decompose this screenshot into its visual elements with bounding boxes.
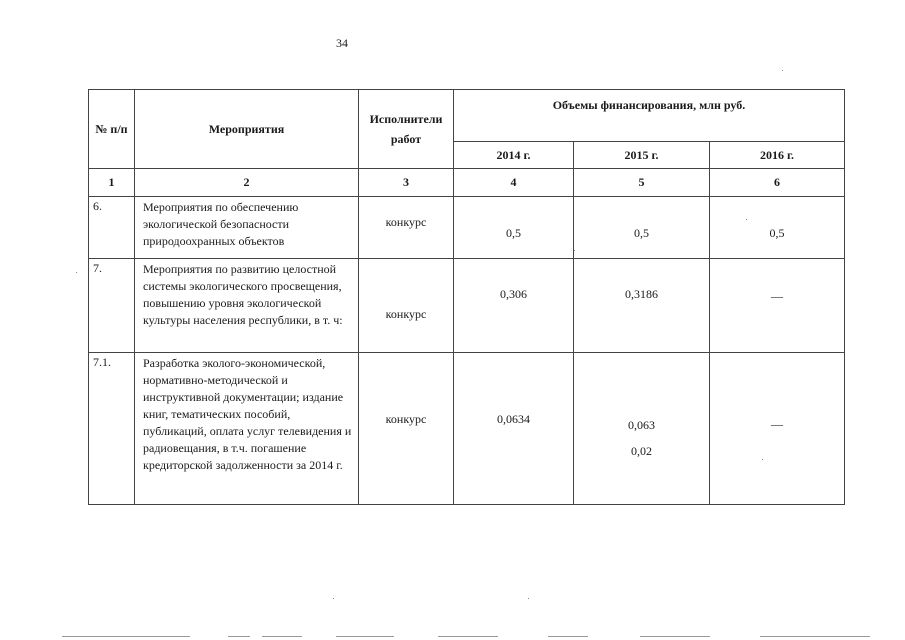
page-number: 34: [336, 36, 348, 50]
funding-table: [88, 89, 845, 505]
row-value-2014: 0,0634: [454, 353, 574, 505]
scan-artifact: [62, 636, 190, 637]
table-row: [89, 197, 845, 259]
scan-speck: [746, 219, 747, 220]
header-volumes: Объемы финансирования, млн руб.: [454, 90, 845, 142]
row-number: 7.: [89, 259, 135, 353]
row-executor: конкурс: [359, 353, 454, 505]
scan-speck: [528, 598, 529, 599]
column-number: 5: [574, 169, 710, 197]
row-value-2015-extra: 0,02: [631, 444, 652, 458]
row-event: Разработка эколого-экономической, нормативно-методической и инструктивной документации; издание книг, тематических пособий, публикаций, оплата услуг телевидения и радиовещания, в т.ч. погашение кредиторской задолженности за 2014 г.: [135, 353, 359, 505]
scan-speck: [333, 598, 334, 599]
column-numbers-row: [89, 169, 845, 197]
column-number: 2: [135, 169, 359, 197]
scan-speck: [76, 272, 77, 273]
row-executor: конкурс: [359, 197, 454, 259]
row-value-2015: 0,5: [574, 197, 710, 259]
table-row: [89, 259, 845, 353]
row-value-2015: 0,3186: [574, 259, 710, 353]
header-num: № п/п: [89, 90, 135, 169]
header-events: Мероприятия: [135, 90, 359, 169]
row-value-2016: 0,5: [710, 197, 845, 259]
header-row: [89, 90, 845, 142]
table-row: [89, 353, 845, 505]
header-year-2016: 2016 г.: [710, 142, 845, 169]
row-value-2015: 0,063: [628, 418, 655, 432]
scan-artifact: [228, 636, 250, 637]
scan-artifact: [438, 636, 498, 637]
scan-artifact: [760, 636, 870, 637]
column-number: 4: [454, 169, 574, 197]
header-executors: Исполнители работ: [359, 90, 454, 169]
header-year-2015: 2015 г.: [574, 142, 710, 169]
row-value-2016: —: [710, 259, 845, 353]
row-value-2015-cell: [574, 353, 710, 505]
scan-speck: [782, 70, 783, 71]
header-year-2014: 2014 г.: [454, 142, 574, 169]
scan-speck: [574, 250, 575, 251]
row-number: 7.1.: [89, 353, 135, 505]
row-number: 6.: [89, 197, 135, 259]
scan-artifact: [336, 636, 394, 637]
row-event: Мероприятия по развитию целостной системы экологического просвещения, повышению уровня экологической культуры населения республики, в т. ч:: [135, 259, 359, 353]
row-value-2014: 0,306: [454, 259, 574, 353]
row-executor: конкурс: [359, 259, 454, 353]
column-number: 3: [359, 169, 454, 197]
row-value-2014: 0,5: [454, 197, 574, 259]
row-value-2016: —: [710, 353, 845, 505]
column-number: 6: [710, 169, 845, 197]
column-number: 1: [89, 169, 135, 197]
scan-speck: [762, 459, 763, 460]
scan-artifact: [548, 636, 588, 637]
row-event: Мероприятия по обеспечению экологической безопасности природоохранных объектов: [135, 197, 359, 259]
scan-artifact: [262, 636, 302, 637]
scan-artifact: [640, 636, 710, 637]
